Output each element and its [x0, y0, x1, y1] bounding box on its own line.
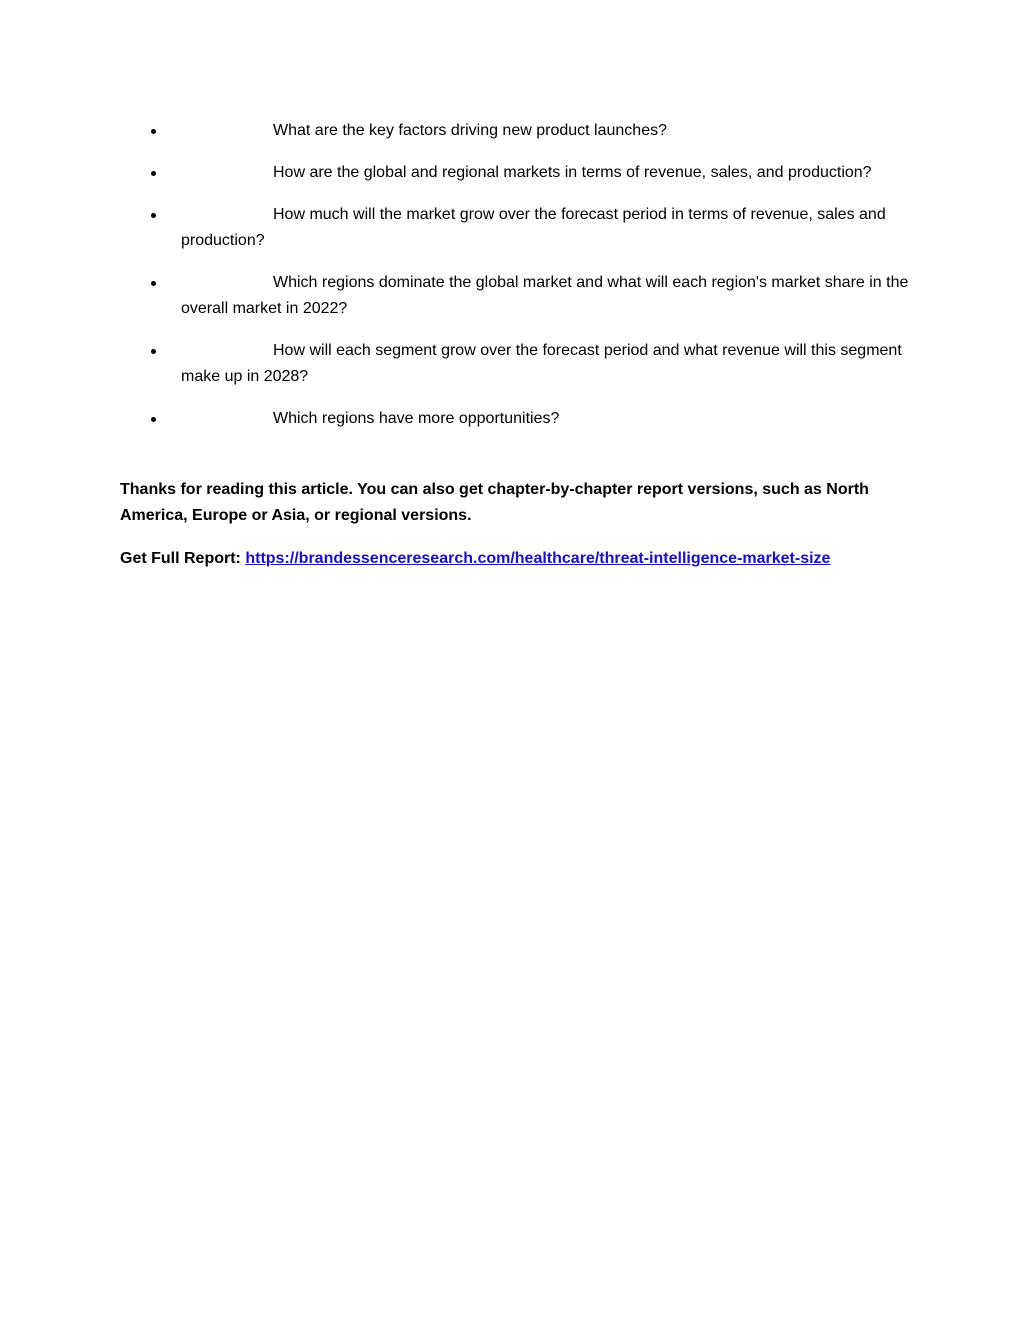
question-text: What are the key factors driving new product launches? [273, 122, 667, 139]
full-report-line [120, 546, 920, 572]
closing-paragraph: Thanks for reading this article. You can also get chapter-by-chapter report versions, such as North America, Europe or Asia, or regional versions. [120, 481, 869, 524]
list-item [120, 202, 910, 254]
list-item [120, 160, 910, 186]
bullet-icon [151, 213, 156, 218]
list-item [120, 406, 910, 432]
bullet-icon [151, 417, 156, 422]
question-text: Which regions have more opportunities? [273, 410, 560, 427]
full-report-link[interactable]: https://brandessenceresearch.com/healthcare/threat-intelligence-market-size [245, 550, 831, 567]
full-report-label: Get Full Report: [120, 550, 241, 567]
question-text: Which regions dominate the global market and what will each region's market share in the overall market in 2022? [181, 274, 909, 317]
question-text: How will each segment grow over the forecast period and what revenue will this segment make up in 2028? [181, 342, 902, 385]
list-item [120, 118, 910, 144]
question-text: How much will the market grow over the forecast period in terms of revenue, sales and production? [181, 206, 886, 249]
list-item [120, 338, 910, 390]
bullet-icon [151, 129, 156, 134]
bullet-icon [151, 281, 156, 286]
bullet-icon [151, 171, 156, 176]
questions-list [120, 118, 910, 448]
question-text: How are the global and regional markets in terms of revenue, sales, and production? [273, 164, 872, 181]
list-item [120, 270, 910, 322]
bullet-icon [151, 349, 156, 354]
